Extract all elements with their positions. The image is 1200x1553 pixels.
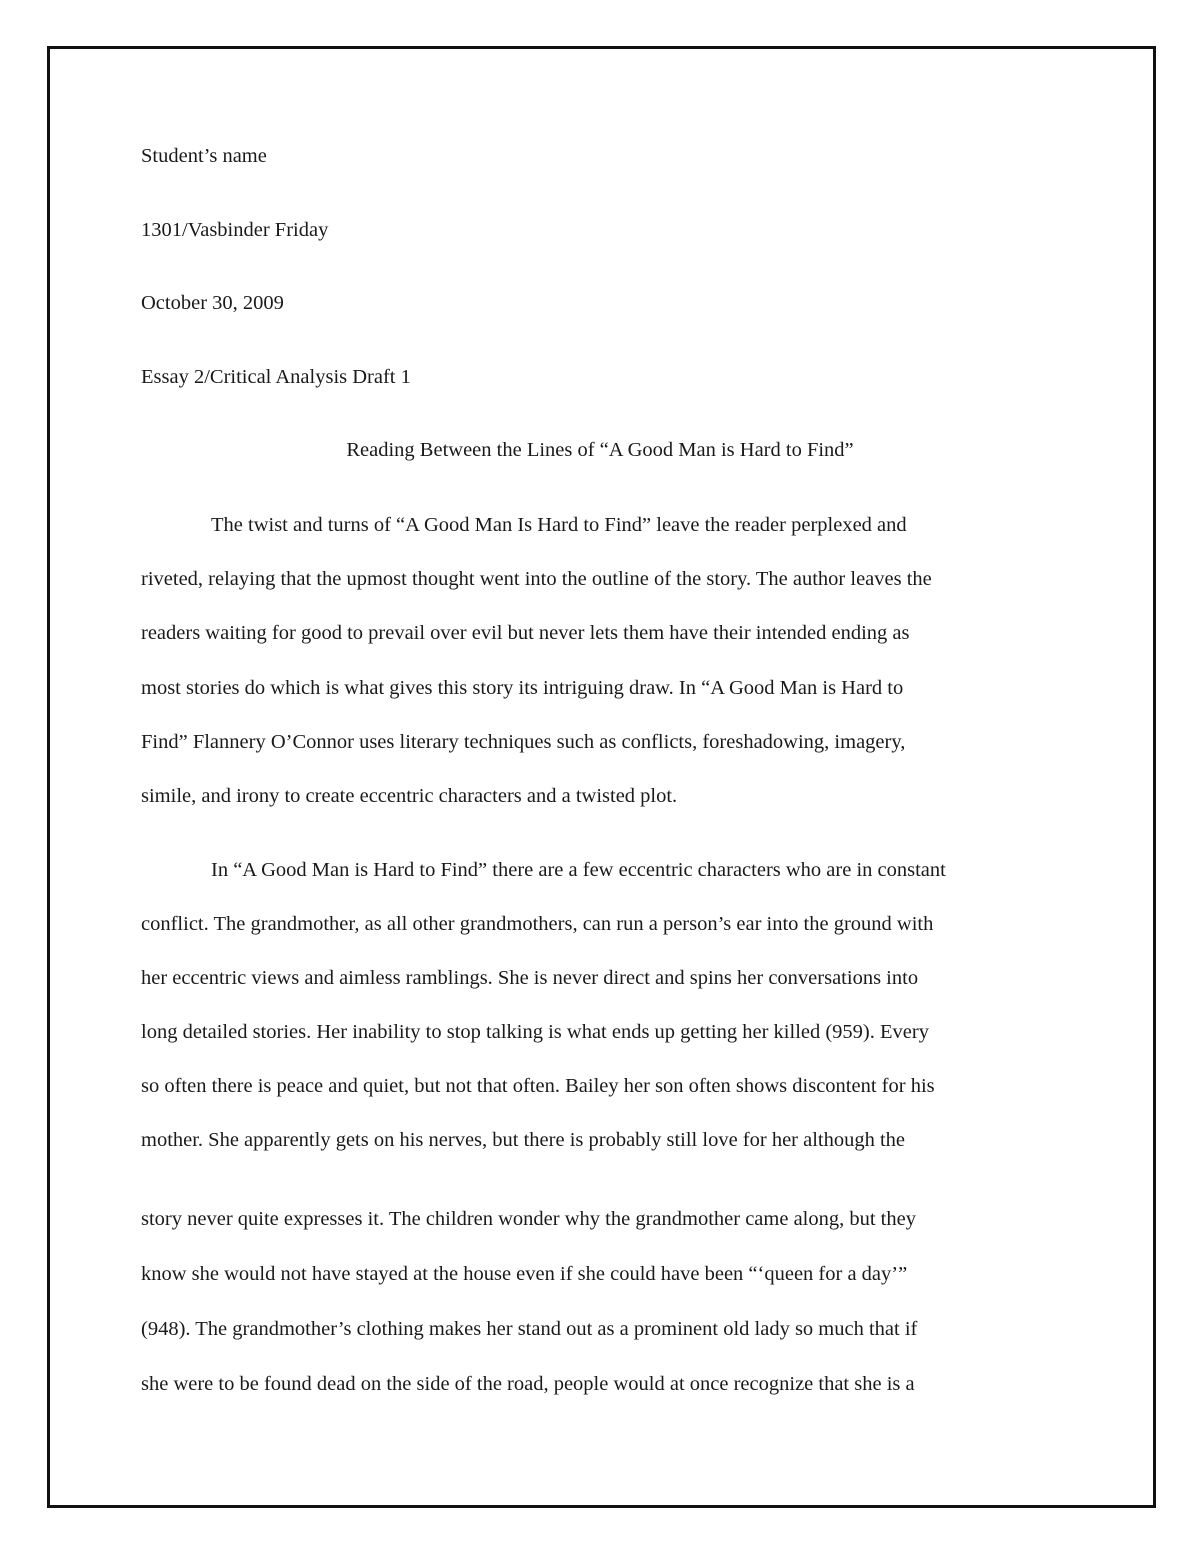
page-border [47,46,1156,1508]
paragraph-2-line: she were to be found dead on the side of the road, people would at once recognize that she is a [141,1373,915,1395]
paragraph-2-line: conflict. The grandmother, as all other grandmothers, can run a person’s ear into the ground with [141,913,934,935]
essay-title: Reading Between the Lines of “A Good Man is Hard to Find” [346,439,854,461]
course-line: 1301/Vasbinder Friday [141,219,329,241]
paragraph-1-line: The twist and turns of “A Good Man Is Hard to Find” leave the reader perplexed and [211,514,907,536]
assignment-line: Essay 2/Critical Analysis Draft 1 [141,366,411,388]
paragraph-2-line: (948). The grandmother’s clothing makes her stand out as a prominent old lady so much that if [141,1318,918,1340]
paragraph-2-line: long detailed stories. Her inability to stop talking is what ends up getting her killed (959). Every [141,1021,929,1043]
paragraph-1-line: Find” Flannery O’Connor uses literary techniques such as conflicts, foreshadowing, imagery, [141,731,906,753]
paragraph-2-line: mother. She apparently gets on his nerves, but there is probably still love for her although the [141,1129,906,1151]
paragraph-2-line: know she would not have stayed at the house even if she could have been “‘queen for a day’” [141,1263,908,1285]
paragraph-2-line: so often there is peace and quiet, but not that often. Bailey her son often shows discontent for his [141,1075,935,1097]
paragraph-1-line: readers waiting for good to prevail over evil but never lets them have their intended ending as [141,622,910,644]
paragraph-2-line: In “A Good Man is Hard to Find” there are a few eccentric characters who are in constant [211,859,946,881]
paragraph-1-line: simile, and irony to create eccentric characters and a twisted plot. [141,785,678,807]
paragraph-1-line: riveted, relaying that the upmost thought went into the outline of the story. The author leaves the [141,568,932,590]
student-name: Student’s name [141,145,267,167]
paragraph-2-line: story never quite expresses it. The children wonder why the grandmother came along, but they [141,1208,916,1230]
date-line: October 30, 2009 [141,292,284,314]
paragraph-1-line: most stories do which is what gives this story its intriguing draw. In “A Good Man is Hard to [141,677,904,699]
paragraph-2-line: her eccentric views and aimless ramblings. She is never direct and spins her conversations into [141,967,919,989]
